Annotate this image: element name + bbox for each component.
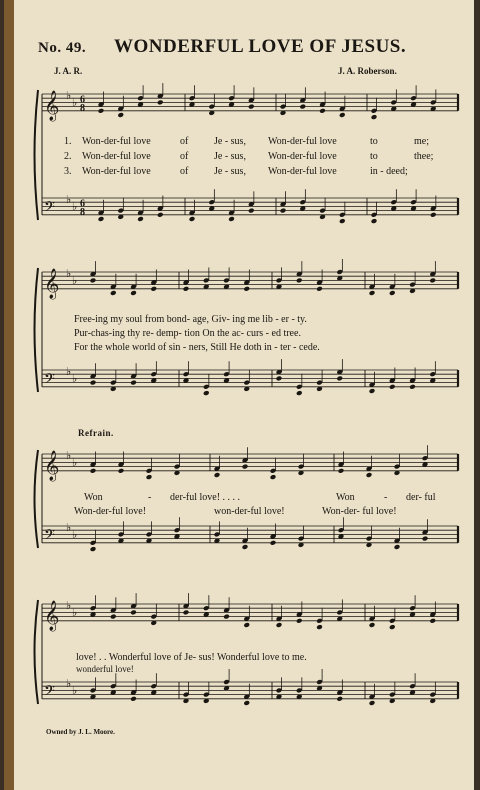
note-head	[157, 99, 164, 105]
note-head	[369, 622, 376, 628]
note-head	[242, 464, 249, 470]
note-head	[369, 388, 376, 394]
note-head	[336, 696, 343, 702]
system-brace	[35, 90, 39, 220]
note-head	[90, 546, 97, 552]
bass-clef-icon: 𝄢	[44, 526, 55, 547]
time-signature-bottom: 8	[80, 102, 85, 114]
verse-2-line: 2. Won-der-ful love of Je - sus, Won-der-ful love to thee;	[64, 151, 434, 162]
flat-sign-icon: ♭	[72, 274, 78, 287]
bass-clef-icon: 𝄢	[44, 198, 55, 219]
note-head	[150, 286, 157, 292]
note-head	[90, 380, 97, 386]
note-head	[389, 624, 396, 630]
note-head	[243, 286, 250, 292]
note-head	[248, 104, 255, 110]
note-head	[409, 384, 416, 390]
note-head	[339, 218, 346, 224]
note-head	[369, 290, 376, 296]
note-head	[336, 375, 343, 381]
time-signature-top: 6	[80, 198, 85, 210]
flat-sign-icon: ♭	[66, 90, 72, 103]
note-head	[214, 472, 221, 478]
note-head	[228, 216, 235, 222]
verse-2-line-b: Pur-chas-ing thy re- demp- tion On the ac- curs - ed tree.	[74, 328, 301, 339]
note-head	[137, 216, 144, 222]
words-credit: J. A. R.	[54, 66, 83, 76]
note-head	[110, 614, 117, 620]
flat-sign-icon: ♭	[66, 522, 72, 535]
hymnal-page	[4, 0, 474, 790]
book-spine	[4, 0, 14, 790]
note-head	[430, 212, 437, 218]
note-head	[319, 108, 326, 114]
note-head	[98, 216, 105, 222]
note-head	[98, 108, 105, 114]
note-head	[248, 208, 255, 214]
note-head	[270, 474, 277, 480]
time-signature-top: 6	[80, 94, 85, 106]
verse-3-line-b: For the whole world of sin - ners, Still He doth in - ter - cede.	[74, 342, 320, 353]
note-head	[183, 286, 190, 292]
note-head	[422, 536, 429, 542]
flat-sign-icon: ♭	[72, 456, 78, 469]
note-head	[183, 609, 190, 615]
time-signature-bottom: 8	[80, 206, 85, 218]
copyright-note: Owned by J. L. Moore.	[46, 728, 115, 736]
flat-sign-icon: ♭	[66, 450, 72, 463]
note-head	[394, 544, 401, 550]
note-head	[130, 609, 137, 615]
hymn-number: No. 49.	[38, 40, 87, 56]
note-head	[280, 208, 287, 214]
note-head	[130, 290, 137, 296]
verse-3-line: 3. Won-der-ful love of Je - sus, Won-der-ful love in - deed;	[64, 166, 408, 177]
note-head	[369, 700, 376, 706]
refrain-label: Refrain.	[78, 428, 114, 438]
refrain-lyric-lower: Won-der-ful love! won-der-ful love! Won-der- ful love!	[74, 506, 397, 517]
note-head	[270, 540, 277, 546]
note-head	[243, 700, 250, 706]
hymn-title: WONDERFUL LOVE OF JESUS.	[114, 36, 407, 57]
note-head	[243, 622, 250, 628]
note-head	[339, 112, 346, 118]
flat-sign-icon: ♭	[72, 684, 78, 697]
flat-sign-icon: ♭	[66, 194, 72, 207]
system-brace	[35, 268, 39, 392]
flat-sign-icon: ♭	[72, 96, 78, 109]
note-head	[429, 277, 436, 283]
note-head	[276, 622, 283, 628]
music-credit: J. A. Roberson.	[338, 66, 397, 76]
treble-clef-icon: 𝄞	[44, 90, 60, 121]
flat-sign-icon: ♭	[66, 678, 72, 691]
note-head	[371, 218, 378, 224]
verse-1-line-b: Free-ing my soul from bond- age, Giv- ing me lib - er - ty.	[74, 314, 307, 325]
note-head	[90, 468, 97, 474]
note-head	[110, 290, 117, 296]
flat-sign-icon: ♭	[72, 606, 78, 619]
note-head	[203, 390, 210, 396]
bass-clef-icon: 𝄢	[44, 682, 55, 703]
note-head	[90, 277, 97, 283]
treble-clef-icon: 𝄞	[44, 450, 60, 481]
note-head	[157, 212, 164, 218]
note-head	[118, 468, 125, 474]
system-brace	[35, 450, 39, 548]
note-head	[389, 290, 396, 296]
note-head	[371, 114, 378, 120]
note-head	[130, 380, 137, 386]
note-head	[296, 390, 303, 396]
flat-sign-icon: ♭	[66, 366, 72, 379]
flat-sign-icon: ♭	[72, 372, 78, 385]
note-head	[366, 472, 373, 478]
note-head	[296, 277, 303, 283]
final-lyric-sub: wonderful love!	[76, 664, 134, 674]
verse-1-line: 1. Won-der-ful love of Je - sus, Won-der-ful love to me;	[64, 136, 429, 147]
hymn-header	[38, 36, 458, 62]
note-head	[296, 618, 303, 624]
refrain-lyric-upper: Won - der-ful love! . . . . Won - der- ful	[84, 492, 436, 503]
flat-sign-icon: ♭	[66, 600, 72, 613]
note-head	[316, 286, 323, 292]
note-head	[117, 112, 124, 118]
note-head	[189, 216, 196, 222]
treble-clef-icon: 𝄞	[44, 268, 60, 299]
bass-clef-icon: 𝄢	[44, 370, 55, 391]
flat-sign-icon: ♭	[66, 268, 72, 281]
note-head	[389, 384, 396, 390]
note-head	[429, 618, 436, 624]
flat-sign-icon: ♭	[72, 528, 78, 541]
treble-clef-icon: 𝄞	[44, 600, 60, 631]
note-head	[338, 468, 345, 474]
note-head	[276, 375, 283, 381]
system-brace	[35, 600, 39, 704]
note-head	[242, 544, 249, 550]
note-head	[146, 474, 153, 480]
final-lyric-line: love! . . Wonderful love of Je- sus! Wonderful love to me.	[76, 652, 307, 663]
flat-sign-icon: ♭	[72, 200, 78, 213]
note-head	[223, 614, 230, 620]
note-head	[130, 696, 137, 702]
note-head	[316, 624, 323, 630]
note-head	[299, 104, 306, 110]
